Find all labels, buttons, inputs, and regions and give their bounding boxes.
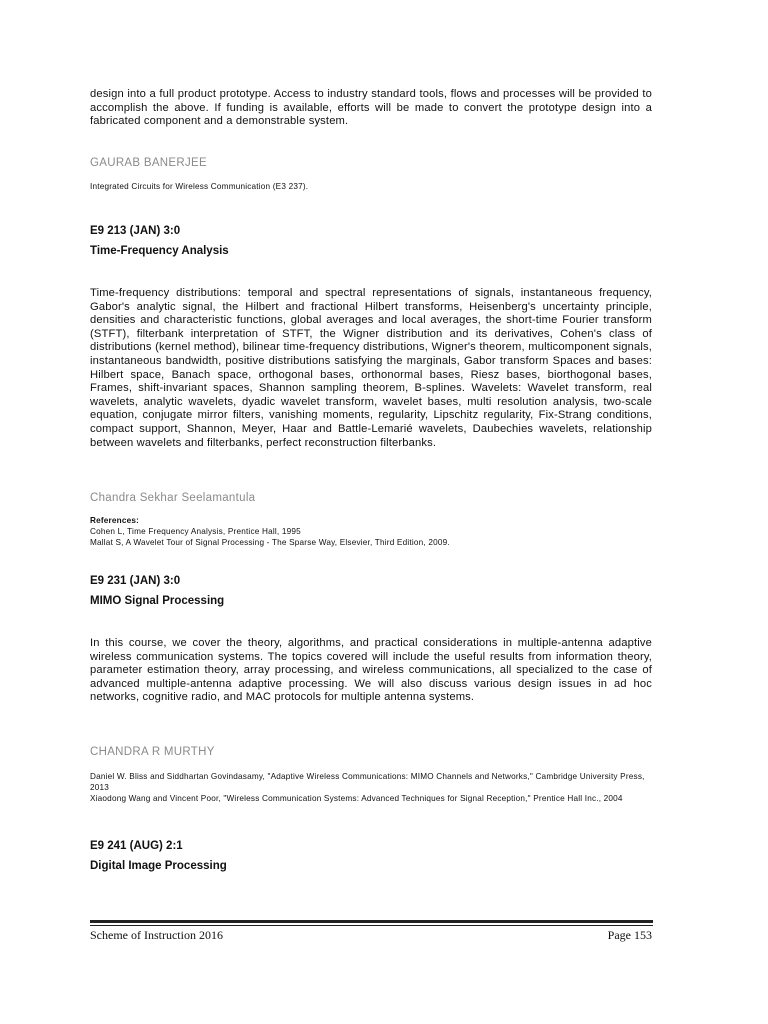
course-prerequisite: Integrated Circuits for Wireless Communication (E3 237). bbox=[90, 182, 309, 191]
reference-item: Xiaodong Wang and Vincent Poor, "Wireless Communication Systems: Advanced Techniques for Signal Reception," Prentice Hall Inc., 2004 bbox=[90, 794, 623, 803]
reference-item: Cohen L, Time Frequency Analysis, Prentice Hall, 1995 bbox=[90, 527, 301, 536]
references bbox=[90, 515, 652, 548]
course-code: E9 231 (JAN) 3:0 bbox=[90, 575, 181, 587]
page-number: Page 153 bbox=[607, 928, 652, 942]
course-description: Time-frequency distributions: temporal and spectral representations of signals, instantaneous frequency, Gabor's analytic signal, the Hilbert and fractional Hilbert transforms, Heisenberg's uncertainty principle, densities and characteristic functions, global averages and local averages, the short-time Fourier transform (STFT), filterbank interpretation of STFT, the Wigner distribution and its derivatives, Cohen's class of distributions (kernel method), bilinear time-frequency distributions, Wigner's theorem, multicomponent signals, instantaneous bandwidth, positive distributions satisfying the marginals, Gabor transform Spaces and bases: Hilbert space, Banach space, orthogonal bases, orthonormal bases, Riesz bases, biorthogonal bases, Frames, shift-invariant spaces, Shannon sampling theorem, B-splines. Wavelets: Wavelet transform, real wavelets, analytic wavelets, dyadic wavelet transform, wavelet bases, multi resolution analysis, two-scale equation, conjugate mirror filters, vanishing moments, regularity, Lipschitz regularity, Fix-Strang conditions, compact support, Shannon, Meyer, Haar and Battle-Lemarié wavelets, Daubechies wavelets, relationship between wavelets and filterbanks, perfect reconstruction filterbanks. bbox=[90, 287, 652, 449]
course-title: MIMO Signal Processing bbox=[90, 595, 225, 607]
course-code: E9 213 (JAN) 3:0 bbox=[90, 225, 181, 237]
reference-item: Daniel W. Bliss and Siddhartan Govindasamy, "Adaptive Wireless Communications: MIMO Channels and Networks," Cambridge University Press, 2013 bbox=[90, 772, 645, 792]
footer-document-title: Scheme of Instruction 2016 bbox=[90, 928, 223, 942]
footer-rule bbox=[90, 920, 653, 923]
course-code: E9 241 (AUG) 2:1 bbox=[90, 840, 183, 852]
instructor-name: Chandra Sekhar Seelamantula bbox=[90, 492, 256, 504]
references bbox=[90, 771, 652, 804]
footer-rule-thin bbox=[90, 925, 653, 926]
course-description: In this course, we cover the theory, algorithms, and practical considerations in multiple-antenna adaptive wireless communication systems. The topics covered will include the useful results from information theory, parameter estimation theory, array processing, and wireless communications, all specialized to the case of advanced multiple-antenna adaptive processing. We will also discuss various design issues in ad hoc networks, cognitive radio, and MAC protocols for multiple antenna systems. bbox=[90, 637, 652, 704]
instructor-name: CHANDRA R MURTHY bbox=[90, 746, 215, 758]
references-label: References: bbox=[90, 516, 140, 525]
instructor-name: GAURAB BANERJEE bbox=[90, 157, 207, 169]
intro-paragraph: design into a full product prototype. Access to industry standard tools, flows and processes will be provided to accomplish the above. If funding is available, efforts will be made to convert the prototype design into a fabricated component and a demonstrable system. bbox=[90, 88, 652, 128]
reference-item: Mallat S, A Wavelet Tour of Signal Processing - The Sparse Way, Elsevier, Third Edition, 2009. bbox=[90, 538, 450, 547]
document-page bbox=[90, 0, 652, 1024]
course-title: Digital Image Processing bbox=[90, 860, 227, 872]
course-title: Time-Frequency Analysis bbox=[90, 245, 229, 257]
